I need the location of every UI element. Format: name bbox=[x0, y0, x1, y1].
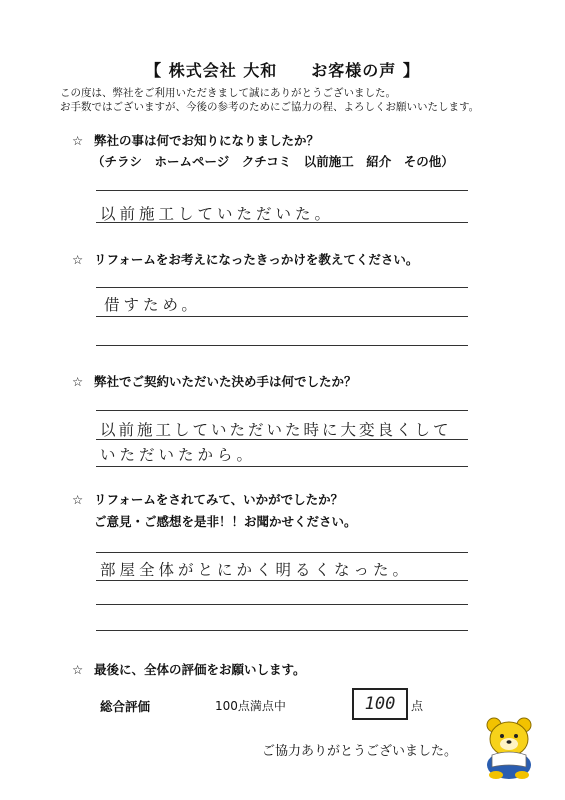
answer-line bbox=[96, 466, 468, 467]
question-1-options: （チラシ ホームページ クチコミ 以前施工 紹介 その他） bbox=[92, 154, 454, 169]
answer-line bbox=[96, 222, 468, 223]
answer-4-handwriting: 部屋全体がとにかく明るくなった。 bbox=[100, 561, 413, 579]
question-4 bbox=[72, 490, 343, 508]
question-1 bbox=[72, 131, 319, 149]
question-2-text: リフォームをお考えになったきっかけを教えてください。 bbox=[94, 252, 419, 267]
answer-line bbox=[96, 552, 468, 553]
answer-line bbox=[96, 630, 468, 631]
star-icon: ☆ bbox=[72, 662, 84, 677]
score-box bbox=[352, 688, 408, 720]
question-4-text-2: ご意見・ご感想を是非！！お聞かせください。 bbox=[94, 514, 357, 529]
score-value: 100 bbox=[364, 694, 396, 714]
question-3-text: 弊社でご契約いただいた決め手は何でしたか？ bbox=[94, 374, 357, 389]
intro-line-2: お手数ではございますが、今後の参考のためにご協力の程、よろしくお願いいたします。 bbox=[60, 101, 480, 113]
answer-line bbox=[96, 439, 468, 440]
answer-line bbox=[96, 316, 468, 317]
answer-line bbox=[96, 410, 468, 411]
answer-line bbox=[96, 345, 468, 346]
bear-mascot-icon bbox=[482, 715, 536, 781]
question-1-text: 弊社の事は何でお知りになりましたか？ bbox=[94, 133, 320, 148]
overall-rating-label: 総合評価 bbox=[100, 699, 151, 714]
points-label: 100点満点中 bbox=[215, 699, 286, 713]
star-icon: ☆ bbox=[72, 252, 84, 267]
star-icon: ☆ bbox=[72, 374, 84, 389]
answer-line bbox=[96, 604, 468, 605]
answer-line bbox=[96, 190, 468, 191]
question-3 bbox=[72, 372, 357, 390]
star-icon: ☆ bbox=[72, 492, 84, 507]
question-4-text: リフォームをされてみて、いかがでしたか？ bbox=[94, 492, 344, 507]
answer-3-handwriting-line-1: 以前施工していただいた時に大変良くして bbox=[100, 421, 452, 439]
answer-1-handwriting: 以前施工していただいた。 bbox=[100, 205, 335, 223]
page-title: 【 株式会社 大和 お客様の声 】 bbox=[145, 61, 420, 80]
answer-line bbox=[96, 287, 468, 288]
intro-line-1: この度は、弊社をご利用いただきまして誠にありがとうございました。 bbox=[60, 87, 396, 99]
answer-3-handwriting-line-2: いただいたから。 bbox=[100, 446, 257, 464]
answer-line bbox=[96, 580, 468, 581]
thanks-message: ご協力ありがとうございました。 bbox=[262, 744, 458, 759]
answer-2-handwriting: 借すため。 bbox=[104, 296, 201, 314]
question-5 bbox=[72, 660, 306, 678]
score-unit: 点 bbox=[411, 699, 424, 713]
question-2 bbox=[72, 250, 418, 268]
star-icon: ☆ bbox=[72, 133, 84, 148]
question-5-text: 最後に、全体の評価をお願いします。 bbox=[94, 662, 306, 677]
